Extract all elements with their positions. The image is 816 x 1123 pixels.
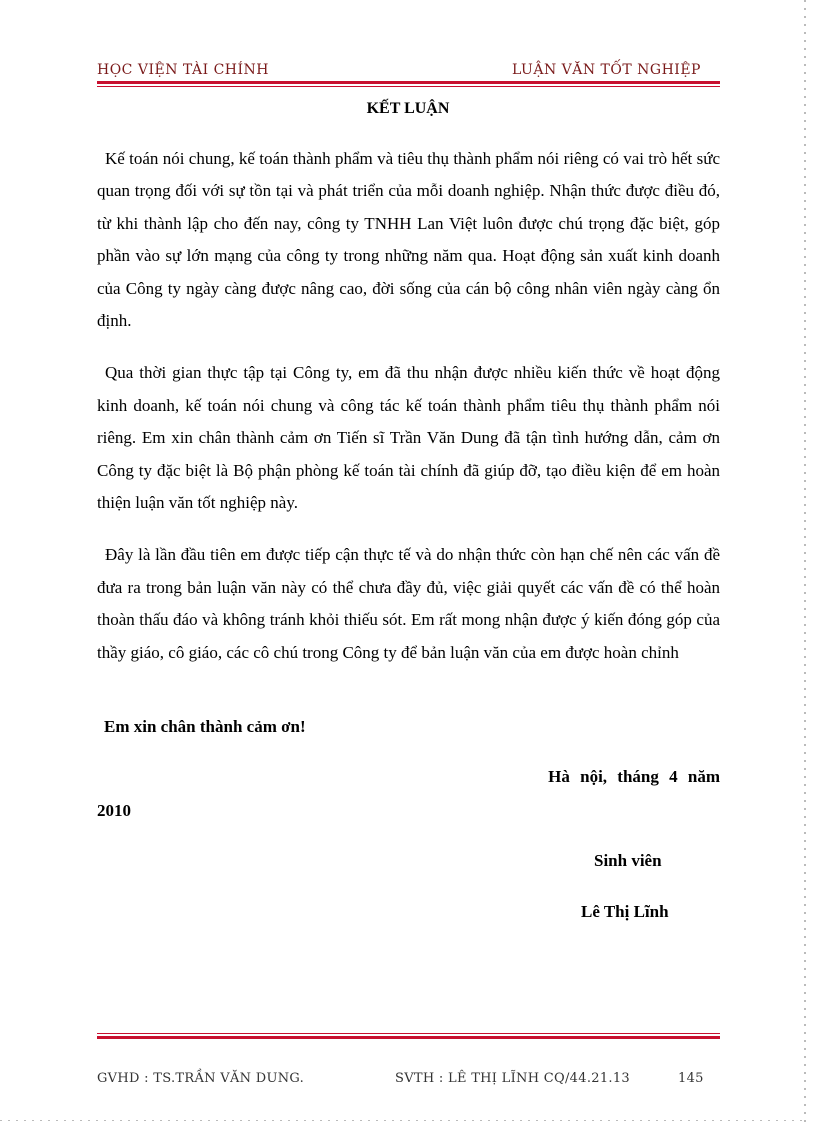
paragraph-3: Đây là lần đầu tiên em được tiếp cận thực tế và do nhận thức còn hạn chế nên các vấn đề đưa ra trong bản luận văn này có thể chưa đầy đủ, việc giải quyết các vấn đề có thể hoàn thoàn thấu đáo và không tránh khỏi thiếu sót. Em rất mong nhận được ý kiến đóng góp của thầy giáo, cô giáo, các cô chú trong Công ty để bản luận văn của em được hoàn chỉnh bbox=[97, 545, 720, 662]
closing-thanks: Em xin chân thành cảm ơn! bbox=[104, 717, 306, 736]
paragraph-1: Kế toán nói chung, kế toán thành phẩm và tiêu thụ thành phẩm nói riêng có vai trò hết sức quan trọng đối với sự tồn tại và phát triển của mỗi doanh nghiệp. Nhận thức được điều đó, từ khi thành lập cho đến nay, công ty TNHH Lan Việt luôn được chú trọng đặc biệt, góp phần vào sự lớn mạng của công ty trong những năm qua. Hoạt động sản xuất kinh doanh của Công ty ngày càng được nâng cao, đời sống của cán bộ công nhân viên ngày càng ổn định. bbox=[97, 149, 720, 331]
body-text bbox=[97, 143, 720, 687]
header-document-type: LUẬN VĂN TỐT NGHIỆP bbox=[512, 62, 701, 78]
page-number: 145 bbox=[678, 1071, 704, 1086]
header-rule-top bbox=[97, 81, 720, 84]
date-line: Hà nội, tháng 4 năm bbox=[548, 767, 720, 786]
footer-student: SVTH : LÊ THỊ LĨNH CQ/44.21.13 bbox=[395, 1071, 630, 1086]
footer-rule-top bbox=[97, 1033, 720, 1034]
paragraph-2: Qua thời gian thực tập tại Công ty, em đã thu nhận được nhiều kiến thức về hoạt động kinh doanh, kế toán nói chung và công tác kế toán thành phẩm tiêu thụ thành phẩm nói riêng. Em xin chân thành cảm ơn Tiến sĩ Trần Văn Dung đã tận tình hướng dẫn, cảm ơn Công ty đặc biệt là Bộ phận phòng kế toán tài chính đã giúp đỡ, tạo điều kiện để em hoàn thiện luận văn tốt nghiệp này. bbox=[97, 363, 720, 513]
header-institution: HỌC VIỆN TÀI CHÍNH bbox=[97, 62, 269, 78]
signature-name: Lê Thị Lĩnh bbox=[581, 902, 669, 921]
footer-rule-bottom bbox=[97, 1036, 720, 1039]
footer-supervisor: GVHD : TS.TRẦN VĂN DUNG. bbox=[97, 1071, 305, 1086]
page-edge-dotted-bottom bbox=[0, 1120, 806, 1121]
header-rule-bottom bbox=[97, 86, 720, 87]
page-title: KẾT LUẬN bbox=[366, 100, 450, 117]
date-year: 2010 bbox=[97, 801, 131, 820]
signature-role: Sinh viên bbox=[594, 851, 662, 870]
page-edge-dotted-right bbox=[804, 0, 806, 1123]
